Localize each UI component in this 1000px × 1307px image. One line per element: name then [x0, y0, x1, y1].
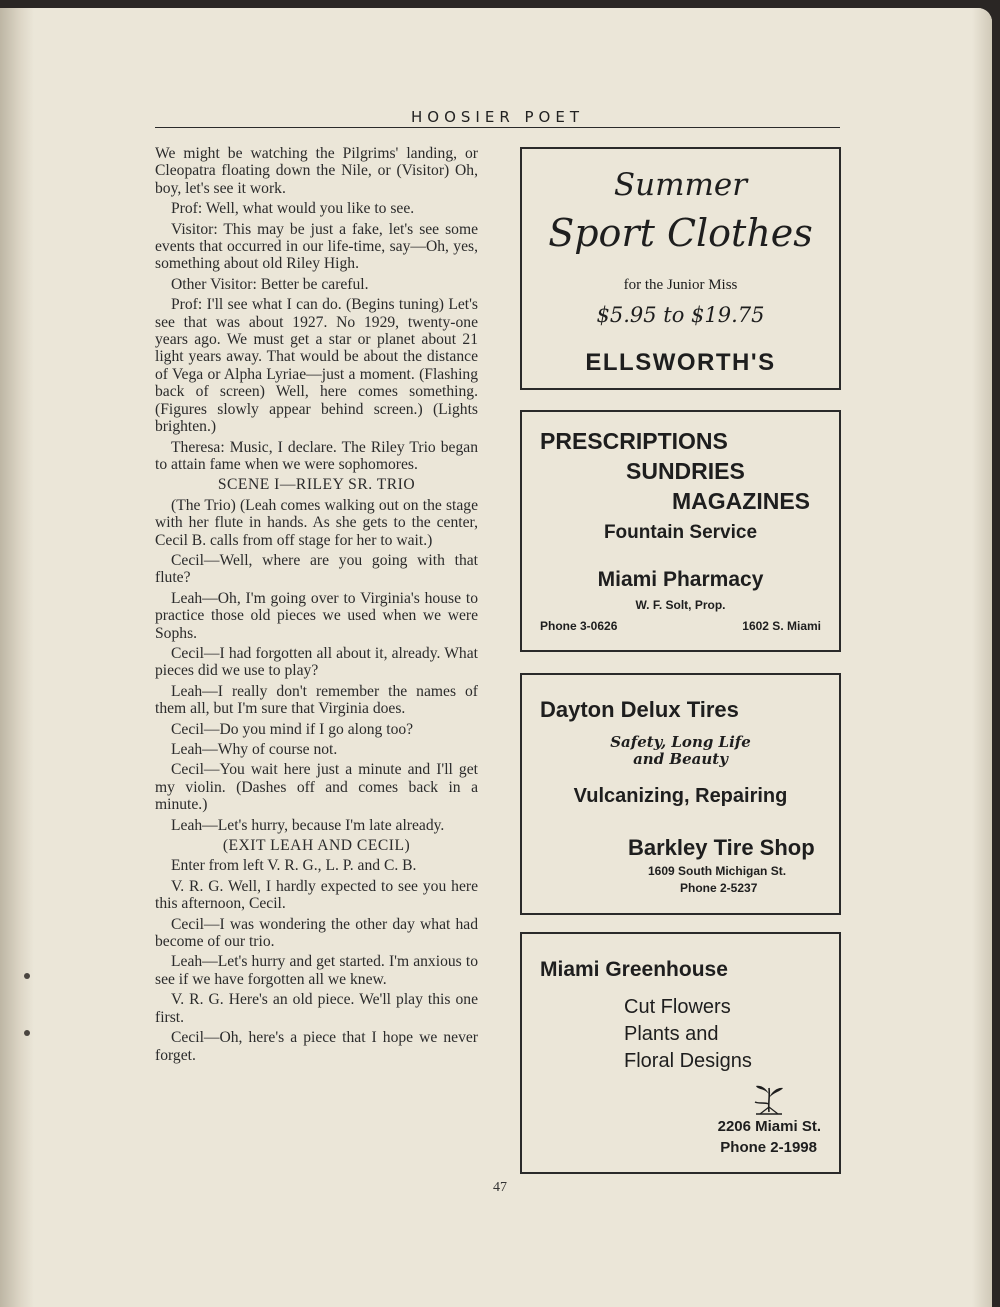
flower-icon [750, 1082, 788, 1118]
stage-direction: (EXIT LEAH AND CECIL) [222, 837, 411, 855]
paragraph: Leah—Let's hurry, because I'm late already. [171, 816, 445, 834]
paragraph: Cecil—I had forgotten all about it, already. What pieces did we use to play? [155, 644, 478, 680]
paragraph: V. R. G. Well, I hardly expected to see you here this afternoon, Cecil. [155, 877, 478, 913]
ad-price: $5.95 to $19.75 [596, 303, 765, 327]
ad-headline: Dayton Delux Tires [540, 697, 739, 722]
binding-gutter [0, 8, 34, 1307]
ad-service: Vulcanizing, Repairing [573, 785, 788, 807]
paragraph: Leah—Why of course not. [171, 741, 338, 758]
page-edge [972, 8, 992, 1307]
paragraph: Cecil—Oh, here's a piece that I hope we never forget. [155, 1029, 478, 1064]
ad-address: 1602 S. Miami [742, 619, 821, 633]
ad-line-prescriptions: PRESCRIPTIONS [540, 428, 728, 454]
ad-proprietor: W. F. Solt, Prop. [635, 598, 726, 612]
ad-ellsworths [520, 147, 841, 390]
page-number: 47 [493, 1180, 507, 1195]
paragraph: We might be watching the Pilgrims' landing, or Cleopatra floating down the Nile, or (Visitor) Oh, boy, let's see it work. [155, 145, 478, 197]
ad-line: Plants and [624, 1023, 719, 1045]
scene-heading: SCENE I—RILEY SR. TRIO [217, 476, 416, 494]
play-script-column [155, 145, 478, 1067]
paragraph: (The Trio) (Leah comes walking out on the stage with her flute in hands. As she gets to the center, Cecil B. calls from off stage for her to wait.) [155, 496, 478, 549]
ad-barkley-tire-shop [520, 673, 841, 915]
ad-line-magazines: MAGAZINES [672, 488, 810, 514]
ad-phone: Phone 2-1998 [720, 1139, 817, 1156]
ad-line: Floral Designs [624, 1050, 752, 1072]
paragraph: Cecil—Do you mind if I go along too? [171, 720, 414, 738]
paragraph: Prof: I'll see what I can do. (Begins tuning) Let's see that was about 1927. No 1929, twenty-one years ago. We must get a star or planet about 21 light years away. That would be about the distance of Vega or Alpha Lyriae—just a moment. (Flashing back of screen) Well, here comes something. (Figures slowly appear behind screen.) (Lights brighten.) [155, 296, 478, 436]
ad-line-sundries: SUNDRIES [626, 458, 745, 484]
paragraph: Leah—I really don't remember the names of them all, but I'm sure that Virginia does. [155, 682, 478, 718]
header-rule [155, 127, 840, 128]
ad-store-name: Miami Greenhouse [540, 958, 728, 981]
ad-address: 1609 South Michigan St. [648, 864, 787, 878]
ad-store-name: Barkley Tire Shop [628, 835, 815, 860]
ad-line: Cut Flowers [624, 996, 731, 1018]
ad-headline-sport-clothes: Sport Clothes [548, 211, 813, 255]
paragraph: Leah—Oh, I'm going over to Virginia's house to practice those old pieces we used when we were Sophs. [155, 589, 478, 642]
paragraph: Cecil—I was wondering the other day what had become of our trio. [155, 915, 478, 951]
paragraph: Theresa: Music, I declare. The Riley Trio began to attain fame when we were sophomores. [155, 438, 478, 473]
ad-phone: Phone 2-5237 [680, 881, 758, 895]
ad-headline-summer: Summer [613, 167, 748, 203]
ad-subline: for the Junior Miss [623, 277, 738, 293]
paragraph: V. R. G. Here's an old piece. We'll play this one first. [155, 991, 478, 1026]
ad-slogan: Safety, Long Life [610, 733, 751, 751]
ad-store-name: Miami Pharmacy [597, 568, 764, 591]
binding-hole [24, 1030, 30, 1036]
ad-miami-pharmacy [520, 410, 841, 652]
binding-hole [24, 973, 30, 979]
paragraph: Visitor: This may be just a fake, let's see some events that occurred in our life-time, say—Oh, yes, something about old Riley High. [155, 220, 478, 273]
running-header [155, 108, 840, 134]
magazine-page [0, 8, 992, 1307]
paragraph: Cecil—Well, where are you going with that flute? [155, 551, 478, 587]
ad-service: Fountain Service [603, 522, 758, 543]
ad-address: 2206 Miami St. [717, 1118, 821, 1135]
paragraph: Prof: Well, what would you like to see. [171, 200, 415, 218]
ad-slogan: and Beauty [633, 750, 728, 768]
ad-phone: Phone 3-0626 [540, 619, 618, 633]
ad-miami-greenhouse [520, 932, 841, 1174]
ad-store-name: ELLSWORTH'S [585, 349, 776, 376]
header-title: HOOSIER POET [403, 108, 592, 126]
paragraph: Cecil—You wait here just a minute and I'll get my violin. (Dashes off and comes back in a minute.) [155, 761, 478, 814]
paragraph: Leah—Let's hurry and get started. I'm anxious to see if we have forgotten all we knew. [155, 953, 478, 988]
paragraph: Enter from left V. R. G., L. P. and C. B. [171, 857, 417, 875]
paragraph: Other Visitor: Better be careful. [171, 275, 369, 293]
